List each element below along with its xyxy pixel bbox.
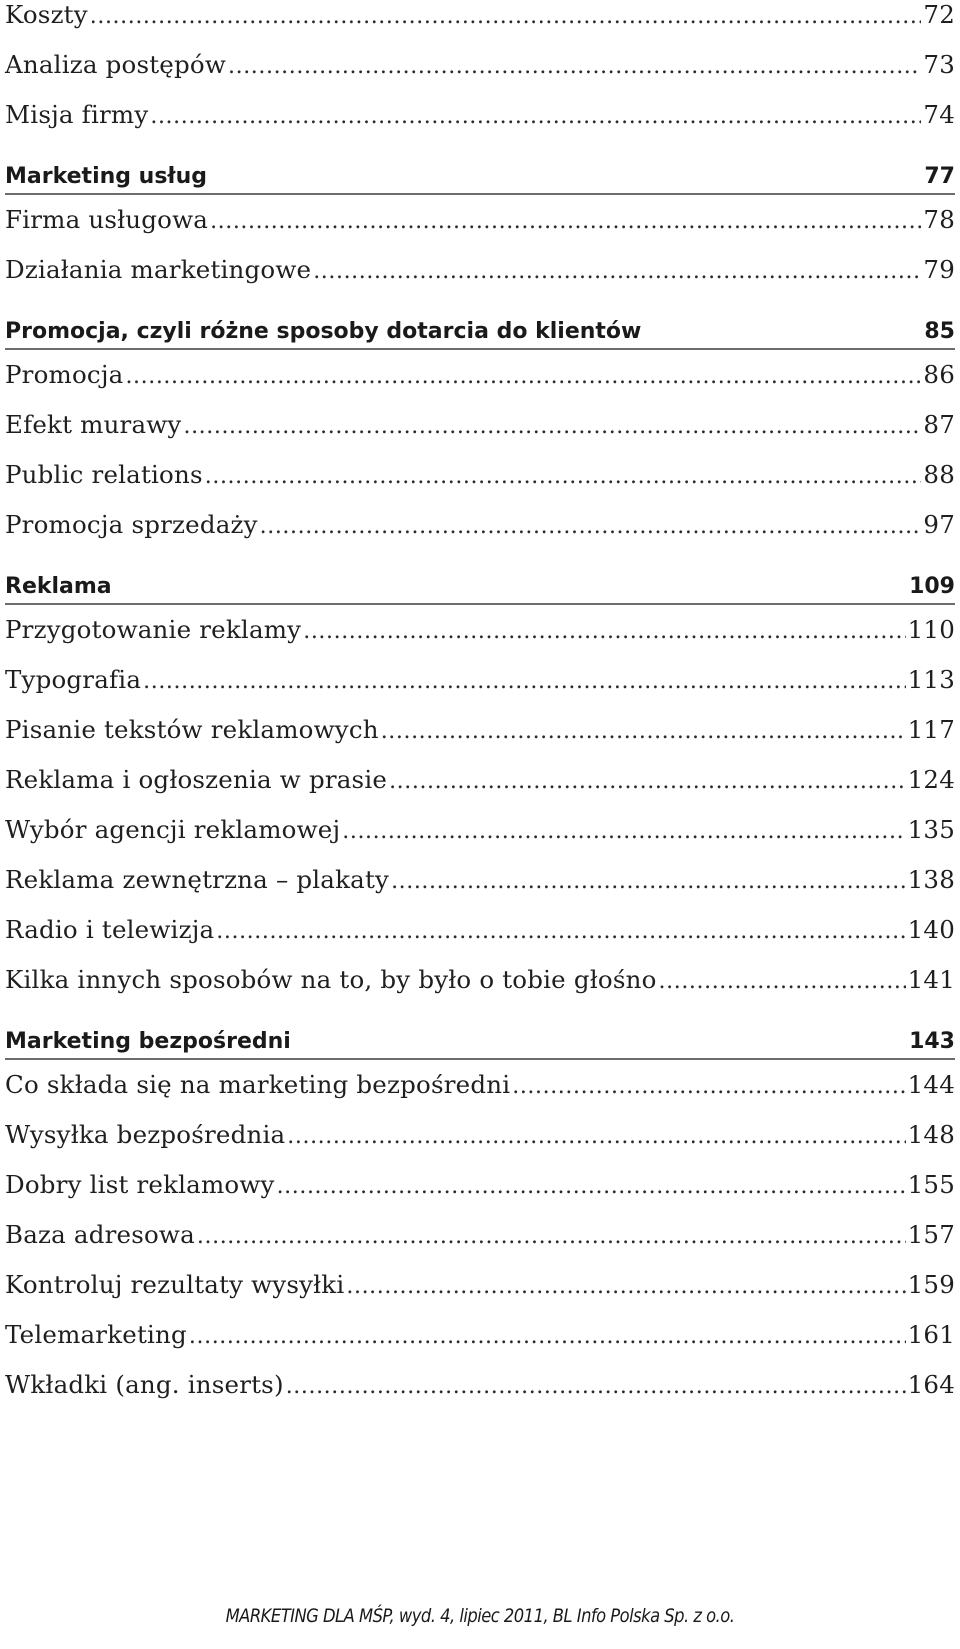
toc-entry[interactable] xyxy=(5,1170,955,1220)
toc-entry-page: 155 xyxy=(907,1170,955,1199)
toc-leader-dots xyxy=(228,52,921,82)
toc-entry[interactable] xyxy=(5,0,955,50)
toc-entry-title: Działania marketingowe xyxy=(5,255,312,284)
toc-entry-page: 110 xyxy=(907,615,955,644)
toc-entry[interactable] xyxy=(5,205,955,255)
toc-entry[interactable] xyxy=(5,460,955,510)
table-of-contents xyxy=(5,0,955,1420)
toc-section-heading[interactable] xyxy=(5,311,955,350)
toc-entry-page: 97 xyxy=(923,510,955,539)
toc-entry-page: 135 xyxy=(907,815,955,844)
section-title: Reklama xyxy=(5,574,112,599)
toc-leader-dots xyxy=(277,1172,906,1202)
toc-entry-title: Promocja xyxy=(5,360,124,389)
toc-section-heading[interactable] xyxy=(5,1021,955,1060)
toc-entry-page: 141 xyxy=(907,965,955,994)
toc-leader-dots xyxy=(659,967,906,997)
toc-section-heading[interactable] xyxy=(5,156,955,195)
section-page: 77 xyxy=(924,164,955,189)
toc-entry[interactable] xyxy=(5,100,955,150)
toc-entry-title: Kilka innych sposobów na to, by było o tobie głośno xyxy=(5,965,657,994)
toc-entry-page: 148 xyxy=(907,1120,955,1149)
toc-entry-title: Analiza postępów xyxy=(5,50,227,79)
toc-entry[interactable] xyxy=(5,410,955,460)
toc-entry-page: 86 xyxy=(923,360,955,389)
toc-entry-page: 113 xyxy=(907,665,955,694)
toc-entry-page: 124 xyxy=(907,765,955,794)
toc-leader-dots xyxy=(391,867,906,897)
toc-entry-title: Efekt murawy xyxy=(5,410,182,439)
toc-entry-page: 87 xyxy=(923,410,955,439)
toc-leader-dots xyxy=(150,102,921,132)
toc-leader-dots xyxy=(210,207,921,237)
toc-entry[interactable] xyxy=(5,765,955,815)
section-page: 109 xyxy=(909,574,955,599)
toc-entry-page: 140 xyxy=(907,915,955,944)
toc-entry-page: 73 xyxy=(923,50,955,79)
section-page: 85 xyxy=(924,319,955,344)
toc-leader-dots xyxy=(313,257,921,287)
toc-entry-title: Dobry list reklamowy xyxy=(5,1170,275,1199)
toc-entry[interactable] xyxy=(5,1120,955,1170)
toc-entry-title: Radio i telewizja xyxy=(5,915,215,944)
toc-entry[interactable] xyxy=(5,965,955,1015)
section-page: 143 xyxy=(909,1029,955,1054)
toc-leader-dots xyxy=(216,917,905,947)
toc-entry[interactable] xyxy=(5,1220,955,1270)
toc-entry[interactable] xyxy=(5,615,955,665)
toc-entry-page: 72 xyxy=(923,0,955,29)
toc-leader-dots xyxy=(512,1072,905,1102)
toc-leader-dots xyxy=(381,717,906,747)
toc-entry-title: Reklama zewnętrzna – plakaty xyxy=(5,865,390,894)
page-footer: MARKETING DLA MŚP, wyd. 4, lipiec 2011, BL Info Polska Sp. z o.o. xyxy=(225,1605,735,1627)
toc-entry[interactable] xyxy=(5,50,955,100)
toc-entry-title: Typografia xyxy=(5,665,142,694)
toc-entry[interactable] xyxy=(5,865,955,915)
toc-entry[interactable] xyxy=(5,915,955,965)
toc-entry-page: 117 xyxy=(907,715,955,744)
toc-entry[interactable] xyxy=(5,510,955,560)
toc-entry-title: Reklama i ogłoszenia w prasie xyxy=(5,765,388,794)
section-title: Marketing usług xyxy=(5,164,208,189)
toc-entry-title: Telemarketing xyxy=(5,1320,187,1349)
toc-leader-dots xyxy=(286,1372,906,1402)
toc-leader-dots xyxy=(342,817,905,847)
toc-entry-page: 74 xyxy=(923,100,955,129)
toc-entry[interactable] xyxy=(5,1320,955,1370)
toc-leader-dots xyxy=(260,512,922,542)
toc-leader-dots xyxy=(183,412,921,442)
toc-entry-title: Promocja sprzedaży xyxy=(5,510,258,539)
toc-entry[interactable] xyxy=(5,815,955,865)
toc-entry[interactable] xyxy=(5,1270,955,1320)
toc-leader-dots xyxy=(197,1222,906,1252)
section-title: Promocja, czyli różne sposoby dotarcia do klientów xyxy=(5,319,642,344)
toc-entry-page: 138 xyxy=(907,865,955,894)
toc-leader-dots xyxy=(389,767,906,797)
toc-entry-title: Pisanie tekstów reklamowych xyxy=(5,715,379,744)
toc-entry-page: 157 xyxy=(907,1220,955,1249)
toc-leader-dots xyxy=(205,462,922,492)
toc-entry-title: Koszty xyxy=(5,0,88,29)
toc-entry-title: Baza adresowa xyxy=(5,1220,195,1249)
toc-entry-title: Public relations xyxy=(5,460,203,489)
toc-leader-dots xyxy=(125,362,921,392)
toc-entry[interactable] xyxy=(5,360,955,410)
toc-entry[interactable] xyxy=(5,1370,955,1420)
toc-leader-dots xyxy=(287,1122,905,1152)
section-title: Marketing bezpośredni xyxy=(5,1029,291,1054)
toc-leader-dots xyxy=(303,617,905,647)
toc-entry[interactable] xyxy=(5,1070,955,1120)
toc-entry-title: Misja firmy xyxy=(5,100,149,129)
toc-entry-page: 79 xyxy=(923,255,955,284)
toc-entry[interactable] xyxy=(5,255,955,305)
toc-leader-dots xyxy=(189,1322,906,1352)
toc-leader-dots xyxy=(346,1272,905,1302)
toc-leader-dots xyxy=(143,667,905,697)
toc-entry-page: 161 xyxy=(907,1320,955,1349)
toc-entry-page: 78 xyxy=(923,205,955,234)
toc-entry-page: 164 xyxy=(907,1370,955,1399)
toc-entry-page: 88 xyxy=(923,460,955,489)
toc-entry[interactable] xyxy=(5,665,955,715)
toc-entry-title: Wysyłka bezpośrednia xyxy=(5,1120,286,1149)
toc-entry-page: 144 xyxy=(907,1070,955,1099)
toc-entry-title: Firma usługowa xyxy=(5,205,209,234)
toc-entry-title: Przygotowanie reklamy xyxy=(5,615,302,644)
toc-entry[interactable] xyxy=(5,715,955,765)
toc-leader-dots xyxy=(90,2,922,32)
toc-entry-title: Kontroluj rezultaty wysyłki xyxy=(5,1270,345,1299)
toc-entry-title: Co składa się na marketing bezpośredni xyxy=(5,1070,511,1099)
toc-section-heading[interactable] xyxy=(5,566,955,605)
toc-entry-page: 159 xyxy=(907,1270,955,1299)
toc-entry-title: Wkładki (ang. inserts) xyxy=(5,1370,284,1399)
toc-entry-title: Wybór agencji reklamowej xyxy=(5,815,341,844)
